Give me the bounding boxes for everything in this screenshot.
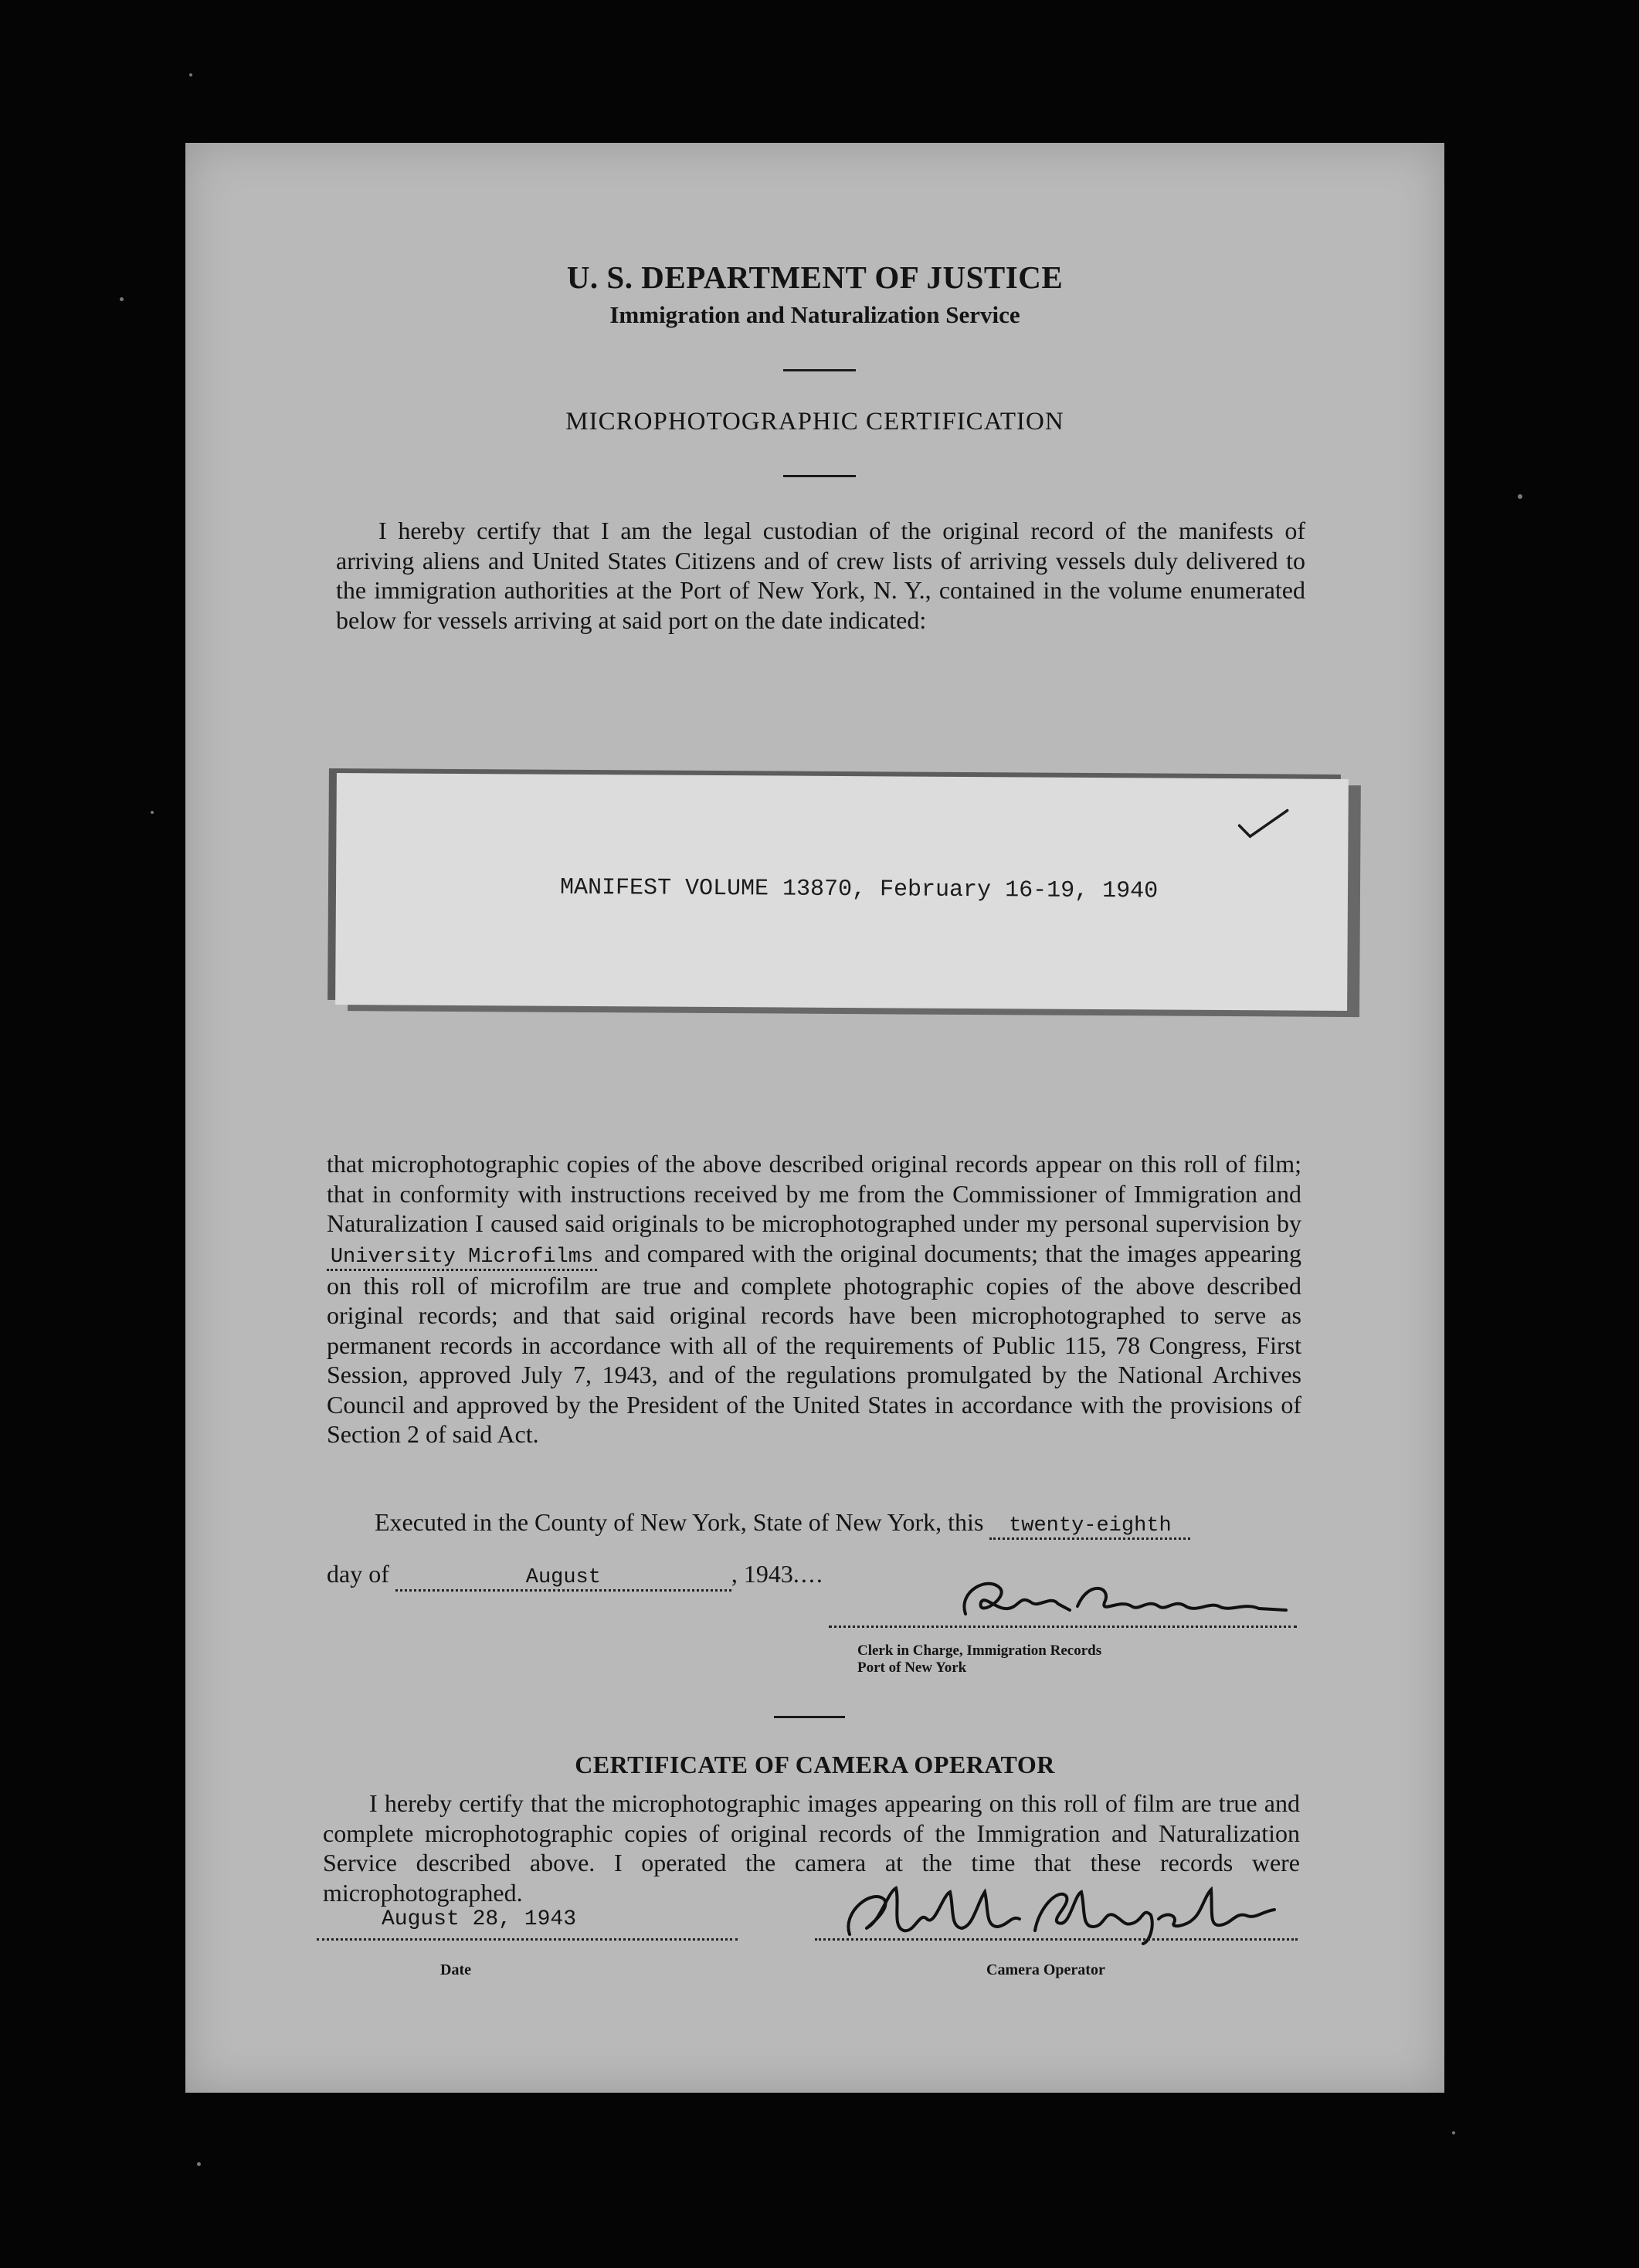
dot-leader: .... xyxy=(792,1560,824,1588)
divider xyxy=(774,1716,845,1718)
film-speck xyxy=(120,297,124,301)
day-of-label: day of xyxy=(327,1560,389,1588)
executed-year-digit: 3 xyxy=(780,1560,793,1588)
custodian-paragraph: I hereby certify that I am the legal custodian of the original record of the manifests of arriving aliens and United States Citizens and of crew lists of arriving vessels duly delivered to the immigration authorities at the Port of New York, N. Y., contained in the volume enumerated below for vessels arriving at said port on the date indicated: xyxy=(336,517,1305,634)
camera-operator-label: Camera Operator xyxy=(986,1961,1105,1978)
clerk-title-line2: Port of New York xyxy=(857,1659,967,1676)
executed-month: August xyxy=(395,1566,731,1592)
service-subtitle: Immigration and Naturalization Service xyxy=(609,301,1020,328)
certification-title: MICROPHOTOGRAPHIC CERTIFICATION xyxy=(565,408,1064,436)
clerk-signature xyxy=(935,1571,1305,1633)
manifest-volume-label: MANIFEST VOLUME 13870, February 16-19, 1940 xyxy=(559,874,1159,905)
executed-prefix: Executed in the County of New York, State of New York, this xyxy=(375,1508,984,1536)
microfilm-text-after: and compared with the original documents; that the images appearing on this roll of microfilm are true and complete photographic copies of the above described original records; and that said original records have been microphotographed to serve as permanent records in accordance with all of the requirements of Public 115, 78 Congress, First Session, approved July 7, 1943, and of the regulations promulgated by the National Archives Council and approved by the President of the United States in accordance with the provisions of Section 2 of said Act. xyxy=(327,1239,1302,1448)
film-speck xyxy=(197,2162,201,2166)
volume-label-strip xyxy=(335,773,1349,1011)
date-line-executed xyxy=(327,1560,824,1592)
clerk-signature-line xyxy=(829,1626,1297,1628)
filmer-name: University Microfilms xyxy=(327,1246,597,1271)
microfilm-paragraph xyxy=(327,1149,1301,1449)
microfilm-text-before: that microphotographic copies of the above described original records appear on this roll of film; that in conformity with instructions received by me from the Commissioner of Immigration and Naturalization I caused said originals to be microphotographed under my personal supervision by xyxy=(327,1150,1301,1237)
divider xyxy=(783,475,856,477)
department-title: U. S. DEPARTMENT OF JUSTICE xyxy=(566,259,1064,295)
camera-operator-signature xyxy=(826,1880,1290,1946)
camera-certificate-text: I hereby certify that the microphotographic images appearing on this roll of film are true and complete microphotographic copies of original records of the Immigration and Naturalization Service described above. I operated the camera at the time that these records were microphotographed. xyxy=(323,1789,1300,1907)
executed-line xyxy=(375,1508,1190,1540)
film-speck xyxy=(189,73,192,76)
divider xyxy=(783,369,856,371)
camera-date-value: August 28, 1943 xyxy=(381,1907,577,1931)
executed-day: twenty-eighth xyxy=(989,1514,1190,1540)
camera-operator-line xyxy=(815,1938,1298,1941)
film-speck xyxy=(1518,494,1522,499)
camera-certificate-heading: CERTIFICATE OF CAMERA OPERATOR xyxy=(575,1751,1055,1778)
film-speck xyxy=(151,811,154,814)
certification-document xyxy=(185,143,1444,2093)
clerk-title xyxy=(857,1643,1101,1676)
film-speck xyxy=(1452,2131,1455,2134)
camera-date-label: Date xyxy=(440,1961,471,1978)
clerk-title-line1: Clerk in Charge, Immigration Records xyxy=(857,1643,1102,1659)
check-mark-icon xyxy=(1236,805,1290,844)
camera-date-line xyxy=(317,1938,738,1941)
executed-year-prefix: , 194 xyxy=(731,1560,781,1588)
